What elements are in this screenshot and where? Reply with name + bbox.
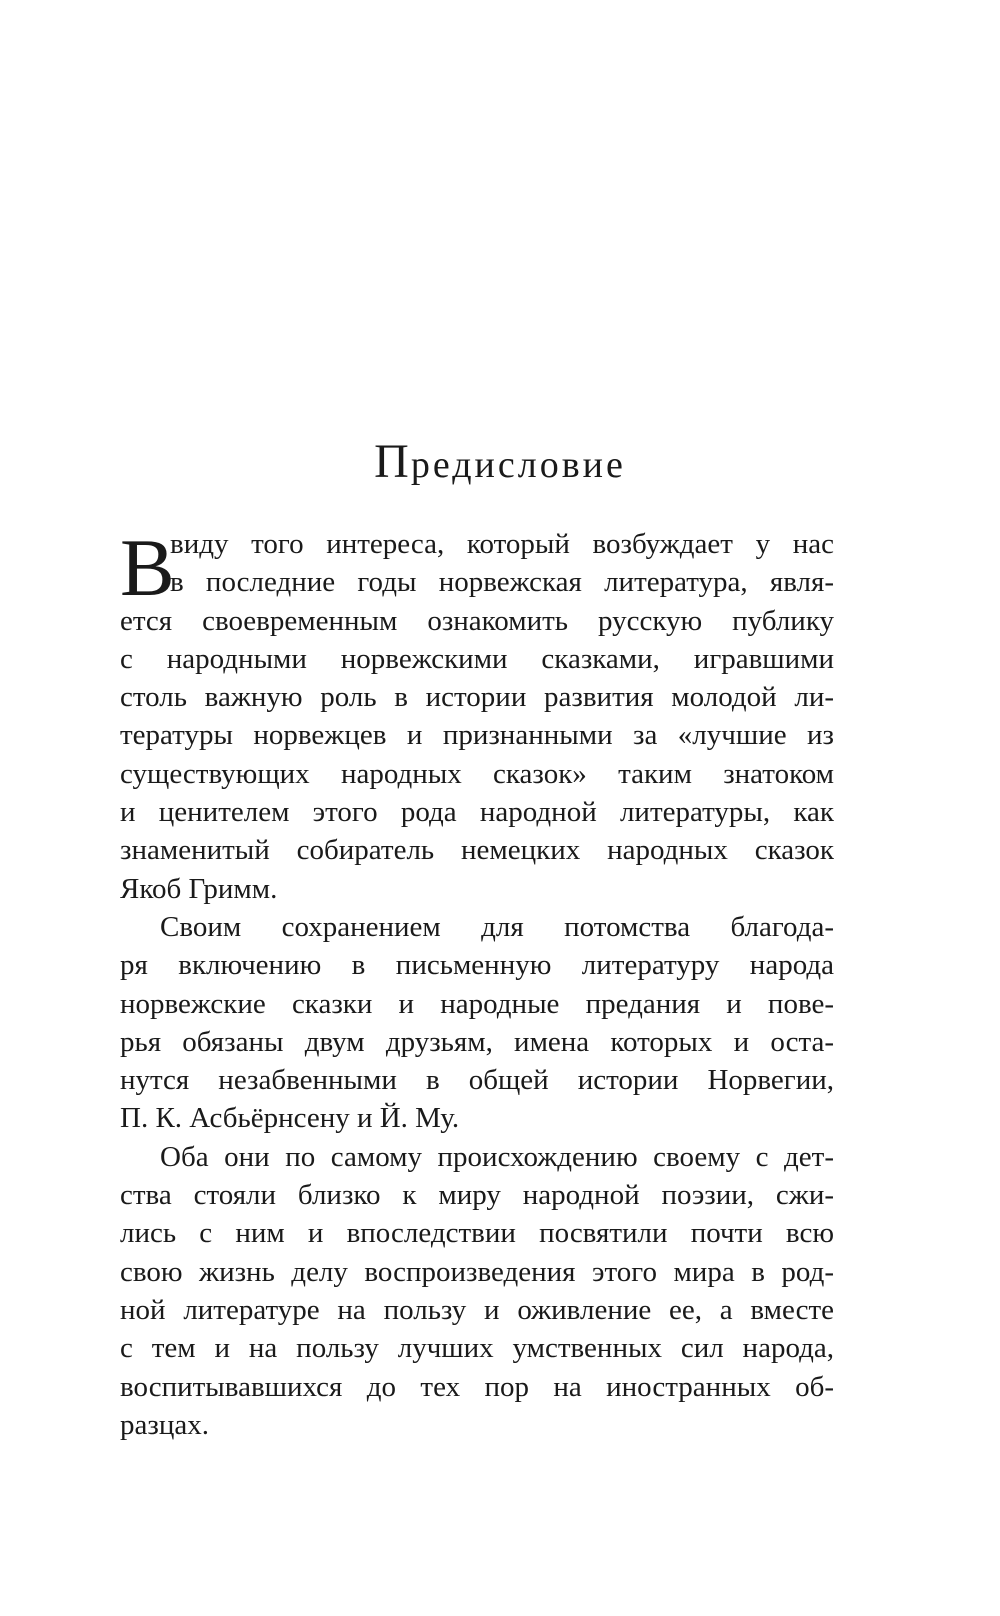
paragraph-line: Якоб Гримм. xyxy=(120,872,278,905)
paragraph-line: ря включению в письменную литературу народа xyxy=(120,949,834,982)
paragraph-line: ется своевременным ознакомить русскую публику xyxy=(120,604,834,637)
paragraph-line: нутся незабвенными в общей истории Норвегии, xyxy=(120,1064,834,1097)
paragraph-2 xyxy=(120,908,834,1138)
paragraph-line: тературы норвежцев и признанными за «лучшие из xyxy=(120,719,834,752)
paragraph-line: лись с ним и впоследствии посвятили почти всю xyxy=(120,1217,834,1250)
paragraph-line: и ценителем этого рода народной литературы, как xyxy=(120,796,834,829)
paragraph-line: ства стояли близко к миру народной поэзии, сжи- xyxy=(120,1179,834,1212)
paragraph-line: виду того интереса, который возбуждает у нас xyxy=(170,528,834,560)
paragraph-line: в последние годы норвежская литература, явля- xyxy=(170,566,834,599)
paragraph-line: воспитывавшихся до тех пор на иностранных об- xyxy=(120,1370,834,1403)
page-title xyxy=(0,435,1000,488)
paragraph-line: знаменитый собиратель немецких народных сказок xyxy=(120,834,834,867)
paragraph-line: свою жизнь делу воспроизведения этого мира в род- xyxy=(120,1255,834,1288)
paragraph-line: с тем и на пользу лучших умственных сил народа, xyxy=(120,1332,834,1365)
paragraph-line: разцах. xyxy=(120,1408,209,1441)
paragraph-line: Своим сохранением для потомства благода- xyxy=(160,910,834,943)
paragraph-3 xyxy=(120,1138,834,1444)
title-first-letter: П xyxy=(374,435,411,488)
paragraph-line: с народными норвежскими сказками, игравшими xyxy=(120,642,834,675)
drop-cap: В xyxy=(120,522,175,613)
paragraph-line: столь важную роль в истории развития молодой ли- xyxy=(120,681,834,714)
text-body xyxy=(120,522,834,1444)
paragraph-line: норвежские сказки и народные предания и пове- xyxy=(120,987,834,1020)
paragraph-line: Оба они по самому происхождению своему с дет- xyxy=(160,1140,834,1173)
paragraph-line: существующих народных сказок» таким знатоком xyxy=(120,757,834,790)
paragraph-1 xyxy=(120,522,834,908)
paragraph-line: П. К. Асбьёрнсену и Й. Му. xyxy=(120,1102,460,1135)
paragraph-line: ной литературе на пользу и оживление ее, а вместе xyxy=(120,1293,834,1326)
paragraph-line: рья обязаны двум друзьям, имена которых и оста- xyxy=(120,1025,834,1058)
title-rest: редисловие xyxy=(410,444,626,486)
